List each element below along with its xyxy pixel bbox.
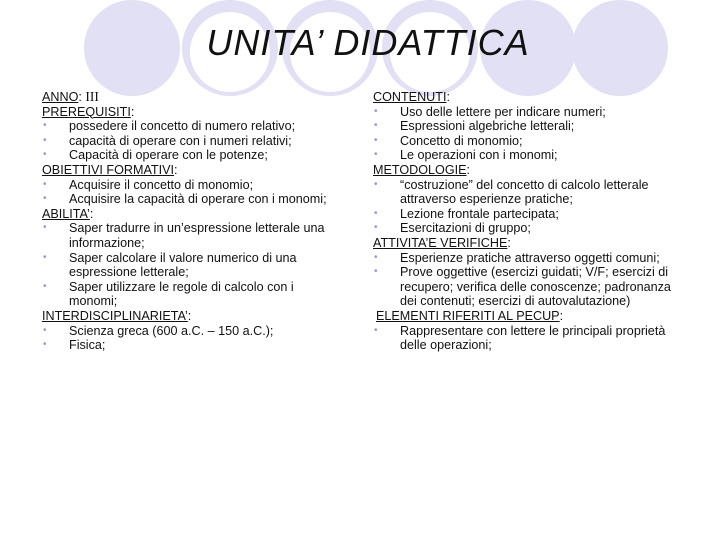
metodologie-heading: METODOLOGIE: [373, 162, 471, 177]
bullet-icon: • [43, 178, 47, 190]
list-item-text: Capacità di operare con le potenze; [69, 148, 268, 163]
list-item-text: “costruzione” del concetto di calcolo letterale attraverso esperienze pratiche; [400, 177, 649, 207]
list-item-text: Lezione frontale partecipata; [400, 206, 559, 221]
left-column [42, 90, 332, 353]
contenuti-label: CONTENUTI [373, 90, 447, 104]
bullet-icon: • [374, 134, 378, 146]
list-item [373, 251, 683, 266]
bullet-icon: • [43, 193, 47, 205]
list-item [42, 178, 332, 193]
list-item [373, 105, 683, 120]
abilita-label: ABILITA’ [42, 206, 90, 221]
list-item-text: Esperienze pratiche attraverso oggetti comuni; [400, 250, 660, 265]
list-item-text: Prove oggettive (esercizi guidati; V/F; esercizi di recupero; verifica delle conoscenze; padronanza dei contenuti; esercizi di autovalutazione) [400, 265, 671, 309]
obiettivi-label: OBIETTIVI FORMATIVI [42, 162, 175, 177]
bullet-icon: • [43, 149, 47, 161]
list-item-text: Scienza greca (600 a.C. – 150 a.C.); [69, 323, 274, 338]
interdisciplinarieta-heading: INTERDISCIPLINARIETA’: [42, 308, 192, 323]
list-item [373, 207, 683, 222]
elementi-heading: ELEMENTI RIFERITI AL PECUP: [376, 308, 564, 323]
list-item [42, 221, 332, 250]
bullet-icon: • [374, 324, 378, 336]
metodologie-label: METODOLOGIE [373, 162, 467, 177]
list-item [373, 265, 683, 309]
bullet-icon: • [43, 324, 47, 336]
bullet-icon: • [43, 222, 47, 234]
bullet-icon: • [374, 105, 378, 117]
list-item [373, 119, 683, 134]
list-item [42, 134, 332, 149]
list-item-text: Esercitazioni di gruppo; [400, 221, 531, 236]
bullet-icon: • [374, 178, 378, 190]
bullet-icon: • [374, 149, 378, 161]
list-item-text: possedere il concetto di numero relativo; [69, 119, 296, 134]
anno-value: III [85, 89, 99, 104]
list-item-text: Saper calcolare il valore numerico di una espressione letterale; [69, 250, 297, 280]
list-item-text: capacità di operare con i numeri relativi; [69, 133, 292, 148]
list-item-text: Concetto di monomio; [400, 133, 523, 148]
bullet-icon: • [374, 120, 378, 132]
bullet-icon: • [43, 251, 47, 263]
list-item-text: Espressioni algebriche letterali; [400, 119, 575, 134]
list-item [42, 148, 332, 163]
list-item [373, 178, 683, 207]
list-item-text: Saper tradurre in un’espressione letterale una informazione; [69, 221, 325, 250]
attivita-label: ATTIVITA’E VERIFICHE [373, 235, 508, 250]
list-item [42, 192, 332, 207]
prerequisiti-label: PREREQUISITI [42, 104, 131, 119]
list-item-text: Acquisire la capacità di operare con i monomi; [69, 192, 327, 207]
list-item [42, 251, 332, 280]
anno-line: ANNO: III [42, 89, 99, 104]
list-item-text: Fisica; [69, 338, 106, 353]
bullet-icon: • [374, 222, 378, 234]
contenuti-heading: CONTENUTI: [373, 90, 450, 104]
bullet-icon: • [43, 120, 47, 132]
list-item-text: Le operazioni con i monomi; [400, 148, 558, 163]
list-item-text: Uso delle lettere per indicare numeri; [400, 104, 606, 119]
attivita-heading: ATTIVITA’E VERIFICHE: [373, 235, 511, 250]
bullet-icon: • [374, 207, 378, 219]
list-item-text: Saper utilizzare le regole di calcolo con i monomi; [69, 279, 294, 309]
bullet-icon: • [43, 134, 47, 146]
list-item [373, 148, 683, 163]
list-item [42, 324, 332, 339]
list-item [373, 221, 683, 236]
bullet-icon: • [43, 280, 47, 292]
abilita-heading: ABILITA’: [42, 206, 94, 221]
list-item-text: Acquisire il concetto di monomio; [69, 177, 254, 192]
list-item [373, 134, 683, 149]
list-item [42, 119, 332, 134]
obiettivi-heading: OBIETTIVI FORMATIVI: [42, 162, 178, 177]
right-column [373, 90, 683, 353]
list-item [373, 324, 683, 353]
list-item [42, 280, 332, 309]
page-title: UNITA’ DIDATTICA [206, 22, 530, 63]
list-item [42, 338, 332, 353]
list-item-text: Rappresentare con lettere le principali proprietà delle operazioni; [400, 323, 666, 353]
prerequisiti-heading: PREREQUISITI: [42, 104, 135, 119]
elementi-label: ELEMENTI RIFERITI AL PECUP [376, 308, 560, 323]
bullet-icon: • [374, 266, 378, 278]
anno-label: ANNO [42, 90, 79, 104]
bullet-icon: • [43, 339, 47, 351]
interdisciplinarieta-label: INTERDISCIPLINARIETA’ [42, 308, 188, 323]
bullet-icon: • [374, 251, 378, 263]
